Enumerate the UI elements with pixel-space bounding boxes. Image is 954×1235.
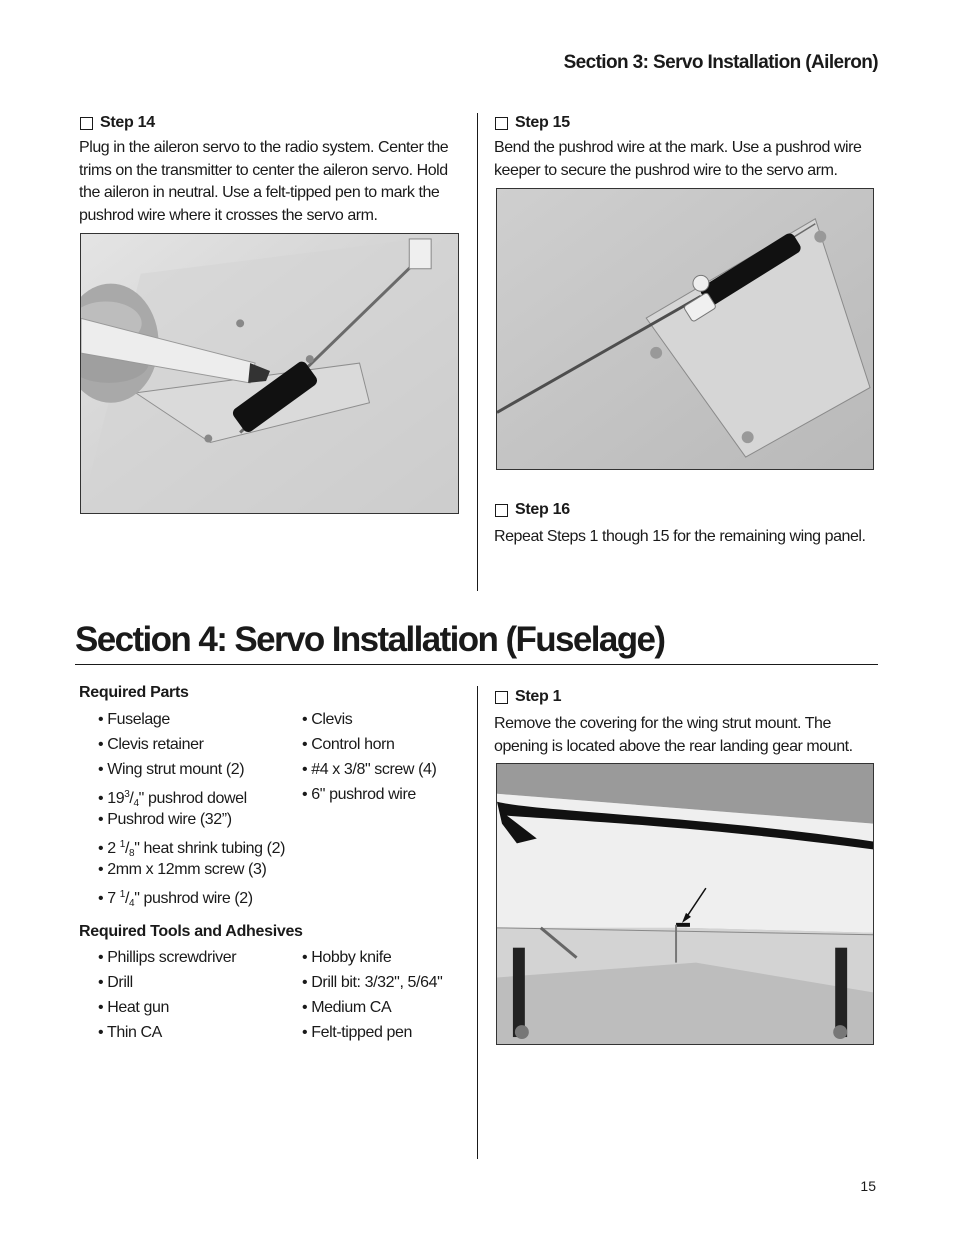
- sec4-step1-photo: [496, 763, 874, 1045]
- step15-checkbox[interactable]: [495, 117, 508, 130]
- part-item: • Clevis retainer: [98, 736, 204, 753]
- step14-heading: [80, 114, 155, 132]
- sec4-step1-line: opening is located above the rear landing gear mount.: [494, 737, 853, 755]
- sec4-step1-label: Step 1: [515, 688, 562, 705]
- part-item-prefix: • 19: [98, 790, 125, 807]
- sec4-step1-heading: [495, 688, 561, 706]
- section4-rule: [75, 664, 878, 665]
- step14-text: [79, 137, 448, 227]
- step14-line: the aileron in neutral. Use a felt-tipped pen to mark the: [79, 184, 440, 201]
- tool-item: • Hobby knife: [302, 949, 392, 966]
- step15-line: keeper to secure the pushrod wire to the servo arm.: [494, 161, 838, 179]
- sec4-step1-checkbox[interactable]: [495, 691, 508, 704]
- step16-label: Step 16: [515, 501, 570, 518]
- part-item: • 6" pushrod wire: [302, 786, 416, 803]
- fraction-den: 4: [129, 898, 135, 909]
- step16-heading: [495, 501, 570, 519]
- part-item-prefix: • 2: [98, 840, 116, 857]
- part-item: • #4 x 3/8" screw (4): [302, 761, 437, 778]
- step14-line: Plug in the aileron servo to the radio system. Center the: [79, 139, 449, 156]
- fraction-num: 1: [119, 839, 125, 850]
- tool-item: • Drill: [98, 974, 133, 991]
- fraction-num: 3: [124, 789, 130, 800]
- part-item-rest: " pushrod wire (2): [134, 890, 253, 907]
- step15-label: Step 15: [515, 114, 570, 131]
- part-item-rest: " heat shrink tubing (2): [134, 840, 286, 857]
- step15-heading: [495, 114, 570, 132]
- tool-item: • Drill bit: 3/32", 5/64": [302, 974, 443, 991]
- section4-title: Section 4: Servo Installation (Fuselage): [75, 620, 665, 659]
- part-item-fraction: • 7 $^1/_4$" pushrod wire (2): [98, 889, 253, 909]
- part-item: • 2mm x 12mm screw (3): [98, 861, 267, 878]
- section3-title: Section 3: Servo Installation (Aileron): [563, 52, 878, 73]
- part-item: • Clevis: [302, 711, 353, 728]
- part-item-fraction: • 2 $^1/_8$" heat shrink tubing (2): [98, 839, 286, 859]
- step15-text: [494, 137, 861, 182]
- step15-photo: [496, 188, 874, 470]
- part-item: • Pushrod wire (32”): [98, 811, 232, 828]
- tool-item: • Heat gun: [98, 999, 169, 1016]
- step14-checkbox[interactable]: [80, 117, 93, 130]
- page-number: 15: [860, 1178, 876, 1194]
- step15-line: Bend the pushrod wire at the mark. Use a pushrod wire: [494, 139, 862, 156]
- required-parts-heading: Required Parts: [79, 684, 189, 701]
- sec4-step1-text: [494, 713, 853, 758]
- step16-line: Repeat Steps 1 though 15 for the remaining wing panel.: [494, 528, 866, 545]
- column-divider: [477, 686, 478, 1159]
- tools-heading: Required Tools and Adhesives: [79, 923, 303, 940]
- part-item-prefix: • 7: [98, 890, 116, 907]
- part-item: • Wing strut mount (2): [98, 761, 245, 778]
- column-divider: [477, 113, 478, 591]
- sec4-step1-line: Remove the covering for the wing strut mount. The: [494, 715, 831, 732]
- tool-item: • Thin CA: [98, 1024, 162, 1041]
- fraction-den: 4: [133, 798, 139, 809]
- tool-item: • Felt-tipped pen: [302, 1024, 412, 1041]
- step16-text: [494, 526, 866, 549]
- step14-line: pushrod wire where it crosses the servo arm.: [79, 206, 378, 224]
- tool-item: • Phillips screwdriver: [98, 949, 237, 966]
- tool-item: • Medium CA: [302, 999, 392, 1016]
- fraction-den: 8: [129, 848, 135, 859]
- step16-checkbox[interactable]: [495, 504, 508, 517]
- part-item-rest: " pushrod dowel: [138, 790, 247, 807]
- step14-line: trims on the transmitter to center the aileron servo. Hold: [79, 161, 448, 179]
- step14-photo: [80, 233, 459, 514]
- step14-label: Step 14: [100, 114, 155, 131]
- part-item-fraction: • $19^3/_4$" pushrod dowel: [98, 789, 247, 809]
- part-item: • Fuselage: [98, 711, 170, 728]
- part-item: • Control horn: [302, 736, 395, 753]
- fraction-num: 1: [119, 889, 125, 900]
